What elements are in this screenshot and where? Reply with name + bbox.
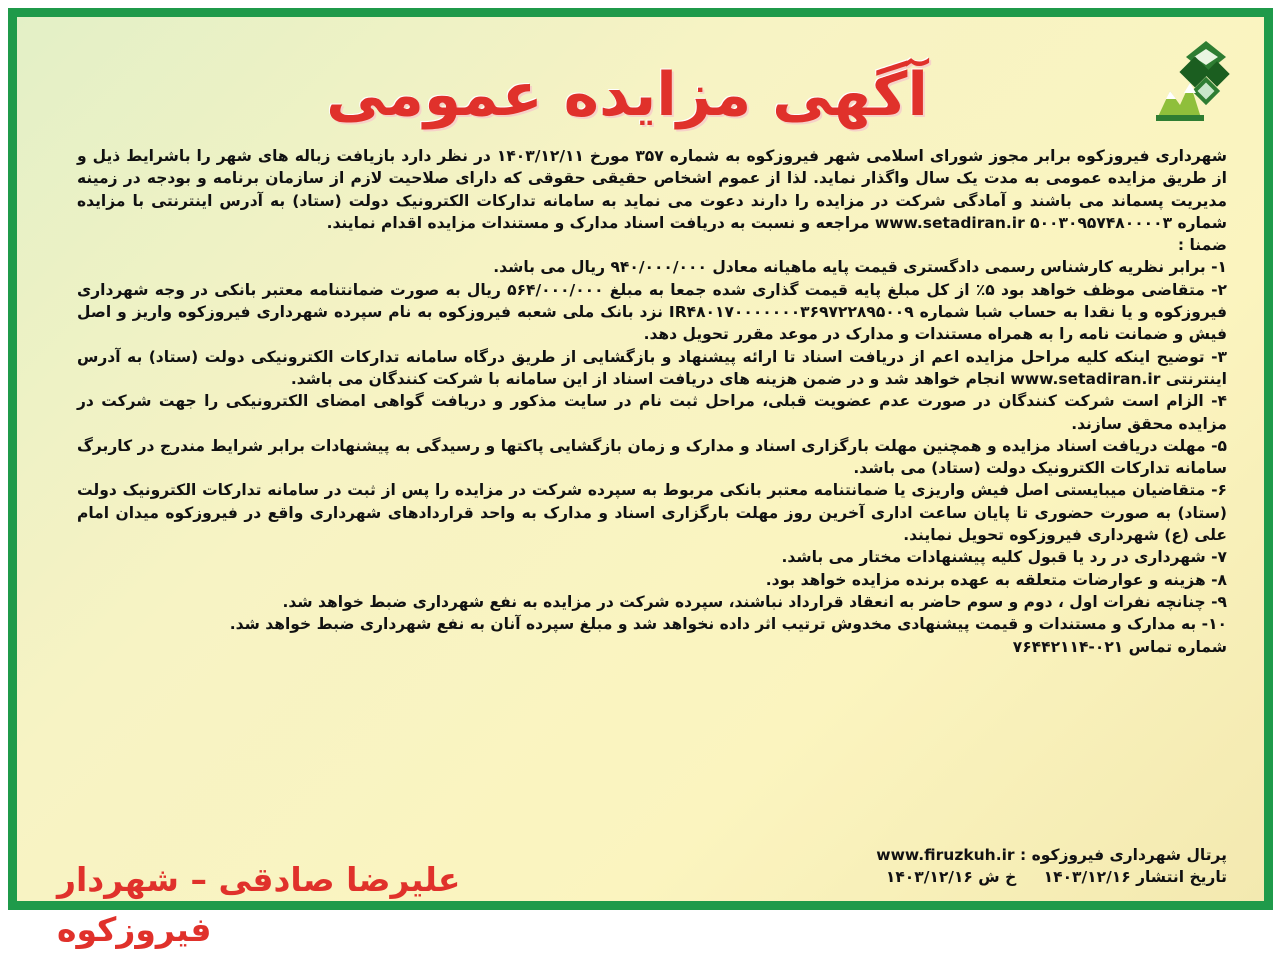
notice-title: آگهی مزایده عمومی [326,60,928,130]
municipality-logo-icon [1150,35,1242,127]
notice-body [77,145,1227,658]
item-3: ۳- توضیح اینکه کلیه مراحل مزایده اعم از دریافت اسناد تا ارائه پیشنهاد و بازگشایی از طریق درگاه سامانه تدارکات الکترونیکی دولت (ستاد) به آدرس اینترنتی www.setadiran.ir انجام خواهد شد و در ضمن هزینه های دریافت اسناد از این سامانه با شرکت کنندگان می باشد. [77,347,1227,388]
publish-date: تاریخ انتشار ۱۴۰۳/۱۲/۱۶ [1043,868,1227,887]
item-10: ۱۰- به مدارک و مستندات و قیمت پیشنهادی مخدوش ترتیب اثر داده نخواهد شد و مبلغ سپرده آنان به نفع شهرداری ضبط خواهد شد. [229,615,1227,634]
item-6: ۶- متقاضیان میبایستی اصل فیش واریزی یا ضمانتنامه معتبر بانکی مربوط به سپرده شرکت در مزایده را پس از ثبت در سامانه تدارکات الکترونیک دولت (ستاد) به صورت حضوری تا پایان ساعت اداری آخرین روز مهلت بارگزاری اسناد و مدارک به واحد قراردادهای شهرداری واقع در فیروزکوه میدان امام علی (ع) شهرداری فیروزکوه تحویل نمایند. [77,481,1227,545]
item-9: ۹- چنانچه نفرات اول ، دوم و سوم حاضر به انعقاد قرارداد نباشند، سپرده شرکت در مزایده به نفع شهرداری ضبط خواهد شد. [282,592,1227,611]
publish-line [777,866,1227,888]
zemnan-label: ضمنا : [1177,236,1227,255]
item-5: ۵- مهلت دریافت اسناد مزایده و همچنین مهلت بارگزاری اسناد و مدارک و زمان بازگشایی پاکتها و رسیدگی به پیشنهادات برابر شرایط مندرج در کاربرگ سامانه تدارکات الکترونیک دولت (ستاد) می باشد. [77,436,1227,478]
mayor-signature: علیرضا صادقی – شهردار فیروزکوه [57,860,461,949]
portal-line [777,844,1227,866]
footer-info [777,844,1227,889]
item-7: ۷- شهرداری در رد یا قبول کلیه پیشنهادات مختار می باشد. [781,548,1227,567]
portal-url-link[interactable]: www.firuzkuh.ir [876,846,1015,864]
item-1: ۱- برابر نظریه کارشناس رسمی دادگستری قیمت پایه ماهیانه معادل ۹۴۰/۰۰۰/۰۰۰ ریال می باشد. [493,258,1227,277]
item-4: ۴- الزام است شرکت کنندگان در صورت عدم عضویت قبلی، مراحل ثبت نام در سایت مذکور و دریافت گواهی امضای الکترونیکی را جهت شرکت در مزایده محقق سازند. [77,392,1227,433]
contact-phone: شماره تماس ۰۲۱-۷۶۴۴۲۱۱۴ [1012,637,1227,656]
notice-frame [8,8,1273,949]
intro-paragraph: شهرداری فیروزکوه برابر مجوز شورای اسلامی شهر فیروزکوه به شماره ۳۵۷ مورخ ۱۴۰۳/۱۲/۱۱ در نظر دارد بازیافت زباله های شهر را باشرایط ذیل و از طریق مزایده عمومی به مدت یک سال واگذار نماید. لذا از عموم اشخاص حقیقی حقوقی که دارای صلاحیت لازم از سازمان برنامه و بودجه در زمینه مدیریت پسماند می باشند و آمادگی شرکت در مزایده را دارند دعوت می نماید به سامانه تدارکات الکترونیک دولت (ستاد) به آدرس اینترنتی با مزایده شماره ۵۰۰۳۰۹۵۷۴۸۰۰۰۰۳ www.setadiran.ir مراجعه و نسبت به دریافت اسناد مدارک و مستندات مزایده اقدام نمایند. [77,147,1227,232]
item-2: ۲- متقاضی موظف خواهد بود ۵٪ از کل مبلغ پایه قیمت گذاری شده جمعا به مبلغ ۵۶۴/۰۰۰/۰۰۰ ریال به صورت ضمانتنامه معتبر بانکی در وجه شهرداری فیروزکوه و یا نقدا به حساب شبا شماره IR۴۸۰۱۷۰۰۰۰۰۰۰۳۶۹۷۲۲۸۹۵۰۰۹ نزد بانک ملی شعبه فیروزکوه به نام سپرده شهرداری فیروزکوه واریز و اصل فیش و ضمانت نامه را به همراه مستندات و مدارک در موعد مقرر تحویل دهد. [77,280,1227,344]
item-8: ۸- هزینه و عوارضات متعلقه به عهده برنده مزایده خواهد بود. [765,570,1227,589]
portal-label: پرتال شهرداری فیروزکوه : [1019,846,1227,864]
kh-sh-date: خ ش ۱۴۰۳/۱۲/۱۶ [885,868,1017,887]
